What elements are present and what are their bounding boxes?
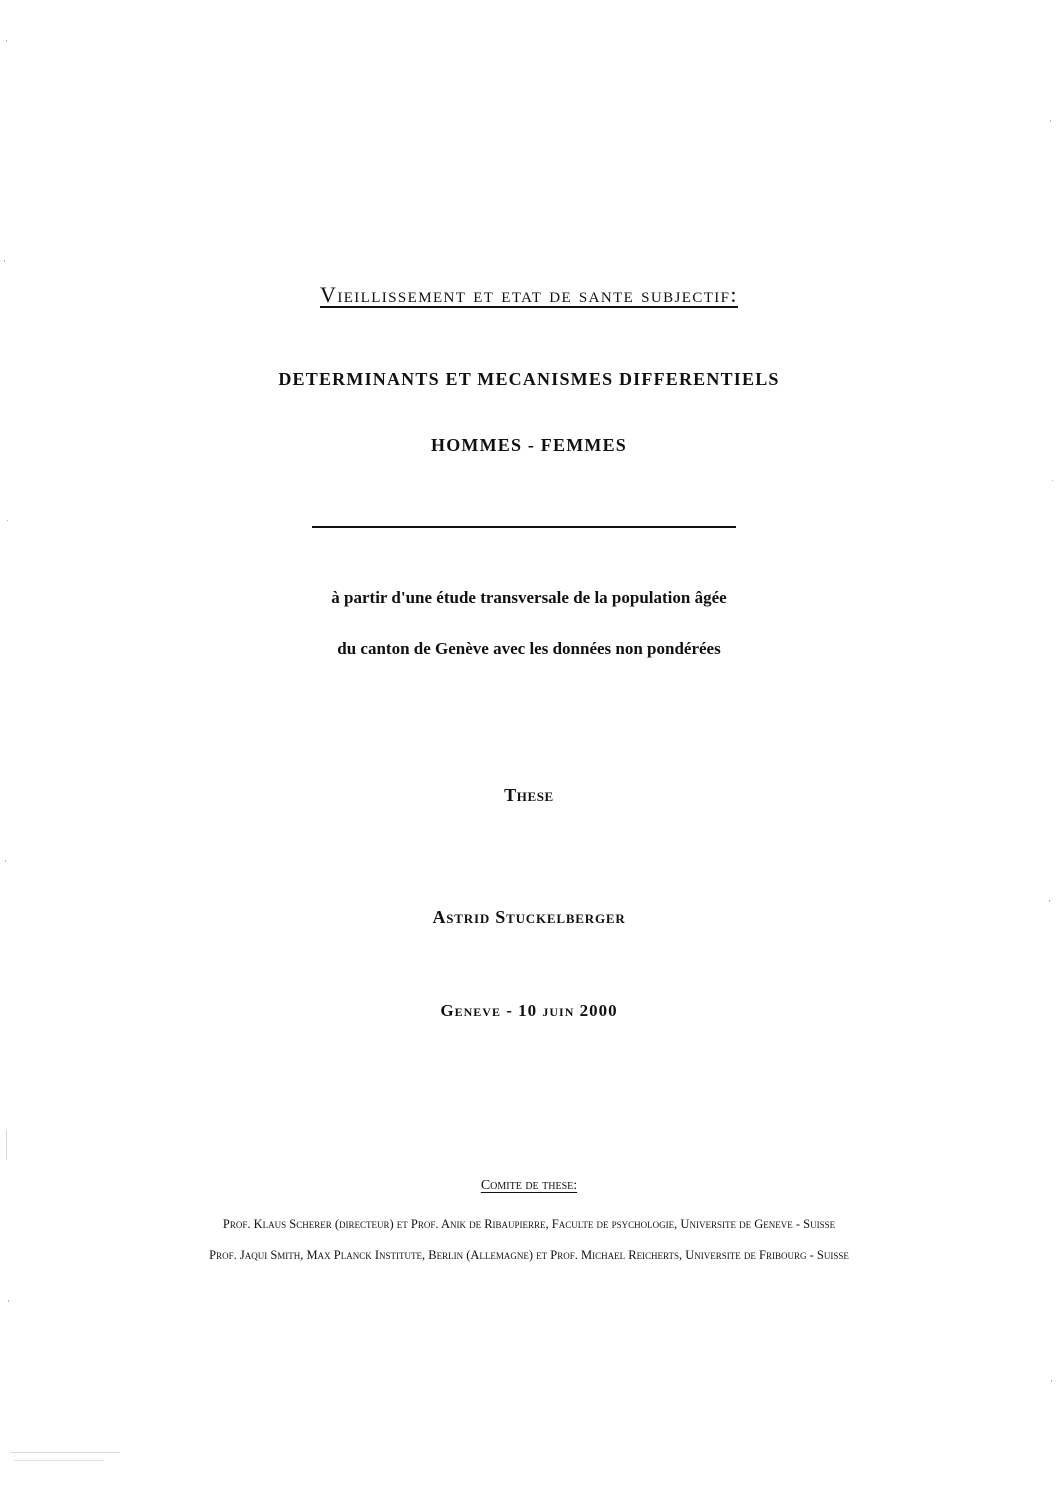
place-and-date: Geneve - 10 juin 2000: [440, 1001, 618, 1020]
horizontal-divider: [312, 526, 736, 528]
author-name: Astrid Stuckelberger: [432, 907, 626, 927]
committee-members-line-2: Prof. Jaqui Smith, Max Planck Institute, Berlin (Allemagne) et Prof. Michael Reicherts, Universite de Fribourg - Suisse: [209, 1248, 849, 1262]
study-context-line-2: du canton de Genève avec les données non pondérées: [337, 639, 721, 658]
thesis-subtitle-line-2: HOMMES - FEMMES: [431, 435, 627, 455]
committee-members-line-1: Prof. Klaus Scherer (directeur) et Prof. Anik de Ribaupierre, Faculte de psychologie, Universite de Geneve - Suisse: [222, 1217, 836, 1231]
committee-heading: Comite de these:: [480, 1178, 578, 1193]
study-context-line-1: à partir d'une étude transversale de la population âgée: [331, 588, 727, 607]
thesis-subtitle-line-1: DETERMINANTS ET MECANISMES DIFFERENTIELS: [278, 369, 780, 389]
document-type: These: [504, 785, 554, 805]
thesis-title: Vieillissement et etat de sante subjectif:: [320, 282, 738, 307]
